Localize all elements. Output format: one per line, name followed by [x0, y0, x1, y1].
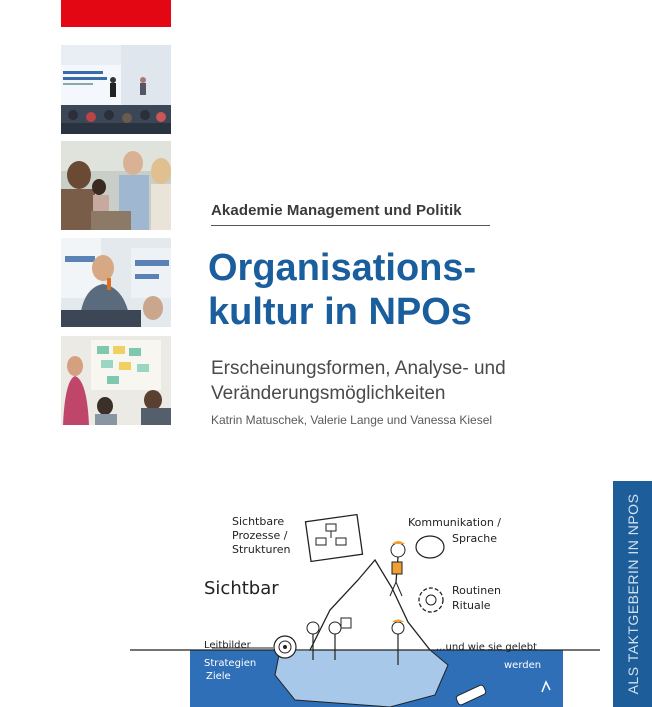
- side-tab-text-wrap: [613, 481, 652, 707]
- label-sichtbar: Sichtbar: [204, 578, 279, 599]
- red-accent-bar: [61, 0, 171, 27]
- side-tab-text: ALS TAKTGEBERIN IN NPOS: [624, 493, 641, 695]
- title-line-1: Organisations-: [208, 247, 477, 289]
- label-routinen-1: Routinen: [452, 584, 501, 597]
- label-sichtbare-1: Sichtbare: [232, 515, 285, 528]
- label-strategien-2: Ziele: [206, 671, 231, 682]
- iceberg-underwater: [275, 650, 448, 707]
- label-kommunikation-2: Sprache: [452, 532, 498, 545]
- photo-workshop: [61, 336, 171, 425]
- book-title: [208, 246, 476, 334]
- label-strategien-1: Strategien: [204, 658, 257, 669]
- target-icon: [274, 636, 296, 658]
- photo-group-discussion: [61, 141, 171, 230]
- label-gelebt-2: werden: [504, 660, 542, 671]
- photo-speaker: [61, 238, 171, 327]
- label-sichtbare-2: Prozesse /: [232, 529, 288, 542]
- label-gelebt-1: ...und wie sie gelebt: [436, 642, 538, 653]
- authors: Katrin Matuschek, Valerie Lange und Vanessa Kiesel: [211, 413, 493, 427]
- subtitle-line-1: Erscheinungsformen, Analyse- und: [211, 358, 506, 379]
- photo-conference-stage: [61, 45, 171, 134]
- label-sichtbare-3: Strukturen: [232, 543, 291, 556]
- gear-icon: [419, 588, 443, 612]
- iceberg-peak: [310, 560, 430, 650]
- title-line-2: kultur in NPOs: [208, 291, 472, 333]
- org-chart-icon: [305, 515, 362, 562]
- speech-bubble-icon: [416, 536, 444, 558]
- subtitle-line-2: Veränderungsmöglichkeiten: [211, 383, 446, 404]
- label-routinen-2: Rituale: [452, 599, 491, 612]
- iceberg-illustration: [130, 500, 600, 707]
- series-name: Akademie Management und Politik: [211, 202, 490, 226]
- label-leitbilder: Leitbilder: [204, 640, 251, 651]
- book-subtitle: [211, 356, 506, 406]
- label-kommunikation-1: Kommunikation /: [408, 516, 502, 529]
